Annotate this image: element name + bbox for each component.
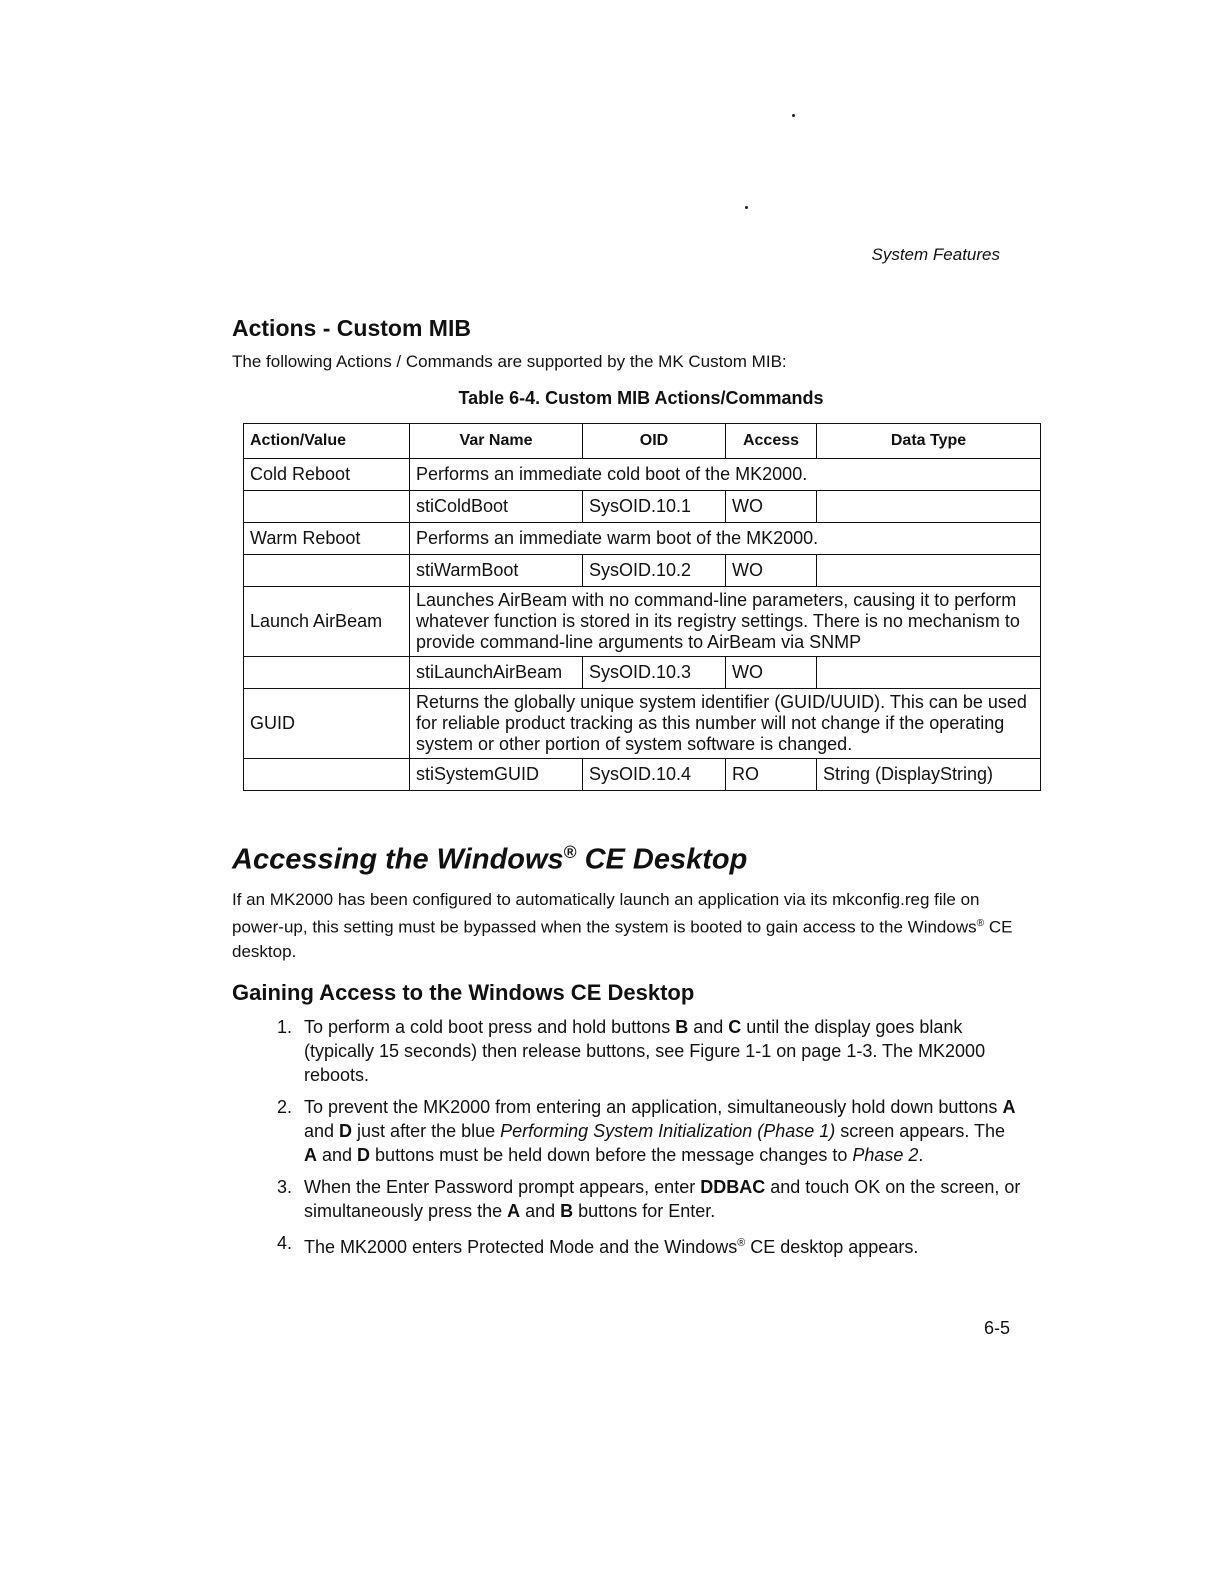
text-run: buttons must be held down before the message changes to	[370, 1145, 853, 1165]
var-name-cell: stiLaunchAirBeam	[410, 657, 583, 689]
description-cell: Returns the globally unique system identifier (GUID/UUID). This can be used for reliable product tracking as this number will not change if the operating system or other portion of system software is changed.	[410, 689, 1041, 759]
scan-speck	[792, 114, 795, 117]
registered-mark: ®	[737, 1237, 746, 1249]
action-cell: GUID	[244, 689, 410, 759]
step-number: 3.	[276, 1177, 292, 1197]
oid-cell: SysOID.10.2	[583, 555, 726, 587]
text-run: To perform a cold boot press and hold buttons	[304, 1017, 676, 1037]
access-cell: RO	[726, 759, 817, 791]
button-name: B	[560, 1201, 574, 1221]
data-type-cell: String (DisplayString)	[817, 759, 1041, 791]
empty-cell	[244, 759, 410, 791]
list-item	[262, 1095, 1022, 1167]
custom-mib-table	[243, 423, 1041, 791]
table-row	[244, 459, 1041, 491]
page-number: 6-5	[983, 1318, 1010, 1338]
var-name-cell: stiWarmBoot	[410, 555, 583, 587]
oid-cell: SysOID.10.3	[583, 657, 726, 689]
step-text	[304, 1015, 1022, 1087]
access-cell: WO	[726, 657, 817, 689]
description-cell: Performs an immediate cold boot of the MK2000.	[410, 459, 1041, 491]
button-name: B	[675, 1017, 689, 1037]
action-cell: Launch AirBeam	[244, 587, 410, 657]
registered-mark: ®	[976, 918, 985, 929]
empty-cell	[244, 491, 410, 523]
list-item	[262, 1015, 1022, 1087]
text-run: and	[688, 1017, 729, 1037]
list-item	[262, 1231, 1022, 1259]
text-run: .	[918, 1145, 924, 1165]
text-run: just after the blue	[352, 1121, 501, 1141]
button-name: A	[507, 1201, 521, 1221]
list-item	[262, 1175, 1022, 1223]
screen-name: Performing System Initialization (Phase 1)	[500, 1121, 836, 1141]
description-cell: Launches AirBeam with no command-line parameters, causing it to perform whatever function is stored in its registry settings. There is no mechanism to provide command-line arguments to AirBeam via SNMP	[410, 587, 1041, 657]
step-number: 4.	[276, 1233, 292, 1253]
heading-text: Accessing the Windows	[232, 843, 564, 876]
section-heading-desktop	[232, 842, 747, 877]
empty-cell	[244, 555, 410, 587]
table-row	[244, 491, 1041, 523]
access-cell: WO	[726, 555, 817, 587]
text-run: CE desktop appears.	[745, 1237, 919, 1257]
button-name: C	[728, 1017, 742, 1037]
table-row	[244, 587, 1041, 657]
table-row	[244, 759, 1041, 791]
button-name: A	[1002, 1097, 1016, 1117]
data-type-cell	[817, 657, 1041, 689]
step-text	[304, 1231, 1022, 1259]
var-name-cell: stiColdBoot	[410, 491, 583, 523]
text-run: and	[304, 1121, 340, 1141]
table-row	[244, 523, 1041, 555]
description-cell: Performs an immediate warm boot of the MK2000.	[410, 523, 1041, 555]
paragraph-text: If an MK2000 has been configured to automatically launch an application via its mkconfig.reg file on power-up, this setting must be bypassed when the system is booted to gain access to the Windows	[232, 890, 980, 937]
table-row	[244, 657, 1041, 689]
action-cell: Warm Reboot	[244, 523, 410, 555]
step-text	[304, 1175, 1022, 1223]
section-intro: The following Actions / Commands are supported by the MK Custom MIB:	[232, 352, 787, 371]
registered-mark: ®	[563, 842, 577, 862]
text-run: until the display goes blank (typically 15 seconds) then release buttons, see Figure 1-1 on page 1-3. The MK2000 reboots.	[304, 1017, 986, 1085]
text-run: and	[520, 1201, 561, 1221]
running-header: System Features	[871, 245, 1000, 264]
heading-text: CE Desktop	[576, 843, 748, 876]
oid-cell: SysOID.10.1	[583, 491, 726, 523]
desktop-paragraph	[232, 888, 1022, 964]
column-header-var-name: Var Name	[410, 424, 583, 459]
subsection-heading-gaining-access: Gaining Access to the Windows CE Desktop	[232, 980, 695, 1005]
column-header-access: Access	[726, 424, 817, 459]
phase-name: Phase 2	[852, 1145, 919, 1165]
var-name-cell: stiSystemGUID	[410, 759, 583, 791]
table-header-row	[244, 424, 1041, 459]
action-cell: Cold Reboot	[244, 459, 410, 491]
text-run: and	[317, 1145, 358, 1165]
text-run: and touch OK on the screen, or simultaneously press the	[304, 1177, 1021, 1221]
column-header-action: Action/Value	[244, 424, 410, 459]
table-caption: Table 6-4. Custom MIB Actions/Commands	[458, 388, 824, 408]
access-cell: WO	[726, 491, 817, 523]
text-run: screen appears. The	[835, 1121, 1006, 1141]
text-run: When the Enter Password prompt appears, enter	[304, 1177, 701, 1197]
column-header-data-type: Data Type	[817, 424, 1041, 459]
button-name: A	[304, 1145, 317, 1165]
text-run: buttons for Enter.	[573, 1201, 716, 1221]
data-type-cell	[817, 491, 1041, 523]
step-number: 2.	[276, 1097, 292, 1117]
steps-list	[262, 1015, 1022, 1267]
section-heading-actions: Actions - Custom MIB	[232, 315, 471, 341]
scan-speck	[745, 206, 748, 209]
paragraph-text: CE desktop.	[232, 917, 1013, 961]
text-run: The MK2000 enters Protected Mode and the Windows	[304, 1237, 738, 1257]
step-number: 1.	[276, 1017, 292, 1037]
step-text	[304, 1095, 1022, 1167]
empty-cell	[244, 657, 410, 689]
oid-cell: SysOID.10.4	[583, 759, 726, 791]
password-value: DDBAC	[700, 1177, 766, 1197]
text-run: To prevent the MK2000 from entering an application, simultaneously hold down buttons	[304, 1097, 1003, 1117]
table-row	[244, 555, 1041, 587]
button-name: D	[357, 1145, 371, 1165]
button-name: D	[339, 1121, 353, 1141]
table-row	[244, 689, 1041, 759]
column-header-oid: OID	[583, 424, 726, 459]
data-type-cell	[817, 555, 1041, 587]
